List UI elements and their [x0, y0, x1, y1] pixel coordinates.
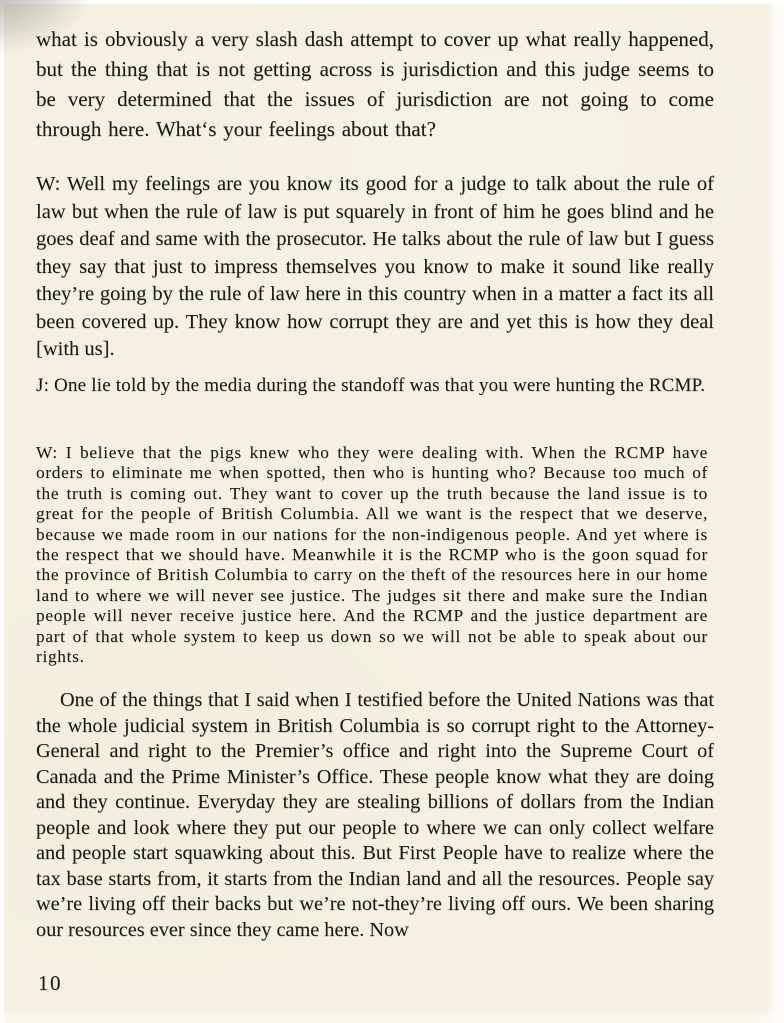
page-number: 10	[38, 971, 62, 995]
paragraph-text: One of the things that I said when I testified before the United Nations was that the whole judicial system in British Columbia is so corrupt right to the Attorney-General and right to the Premier’s office and right into the Supreme Court of Canada and the Prime Minister’s Office. These people know what they are doing and they continue. Everyday they are stealing billions of dollars from the Indian people and look where they put our people to where we can only collect welfare and people start squawking about this. But First People have to realize where the tax base starts from, it starts from the Indian land and all the resources. People say we’re living off their backs but we’re not-they’re living off ours. We been sharing our resources ever since they came here. Now	[36, 689, 714, 941]
paragraph-text: I believe that the pigs knew who they were dealing with. When the RCMP have orders to eliminate me when spotted, then who is hunting who? Because too much of the truth is coming out. They want to cover up the truth because the land issue is to great for the people of British Columbia. All we want is the respect that we deserve, because we made room in our nations for the non-indigenous people. And yet where is the respect that we should have. Meanwhile it is the RCMP who is the goon squad for the province of British Columbia to carry on the theft of the resources here in our home land to where we will never see justice. The judges sit there and make sure the Indian people will never receive justice here. And the RCMP and the justice department are part of that whole system to keep us down so we will not be able to speak about our rights.	[36, 443, 708, 667]
paragraph-answer-rcmp-justice	[36, 443, 708, 667]
paragraph-united-nations-testimony	[36, 688, 714, 943]
speaker-label: J:	[36, 375, 55, 396]
paragraph-text: Well my feelings are you know its good for a judge to talk about the rule of law but when the rule of law is put squarely in front of him he goes blind and he goes deaf and same with the prosecutor. He talks about the rule of law but I guess they say that just to impress themselves you know to make it sound like really they’re going by the rule of law here in this country when in a matter a fact its all been covered up. They know how corrupt they are and yet this is how they deal [with us].	[36, 173, 714, 360]
paragraph-text: One lie told by the media during the standoff was that you were hunting the RCMP.	[54, 375, 706, 396]
paragraph-continued-question	[36, 24, 714, 144]
paragraph-answer-rule-of-law	[36, 171, 714, 364]
speaker-label: W:	[36, 443, 66, 462]
paragraph-text: what is obviously a very slash dash attempt to cover up what really happened, but the thing that is not getting across is jurisdiction and this judge seems to be very determined that the issues of jurisdiction are not going to come through here. What‘s your feelings about that?	[36, 27, 714, 141]
speaker-label: W:	[36, 173, 67, 195]
paragraph-question-media-lie	[36, 373, 714, 399]
